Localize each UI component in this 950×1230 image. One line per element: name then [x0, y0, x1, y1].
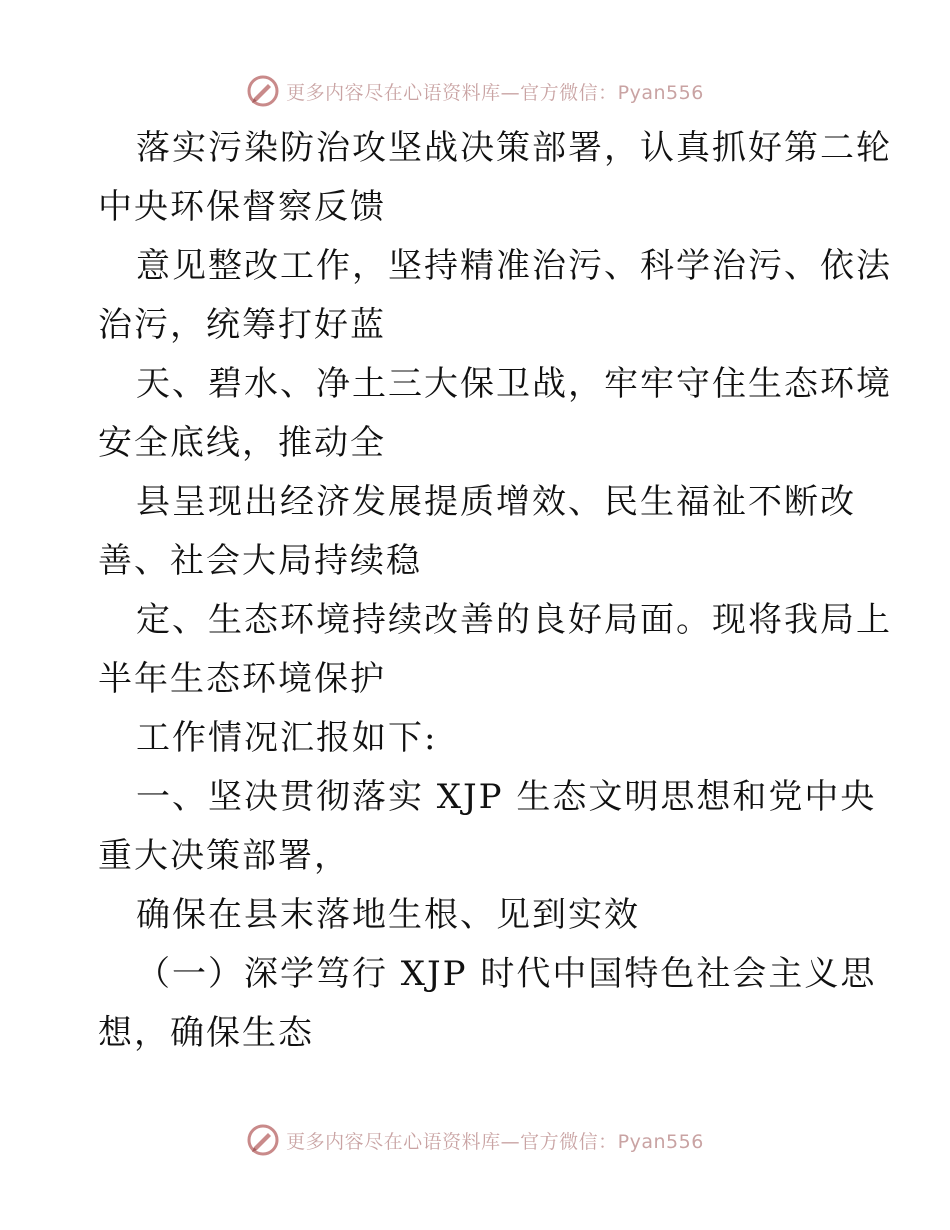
body-line: 半年生态环境保护	[98, 659, 386, 699]
pen-logo-icon	[246, 74, 280, 108]
footer-watermark	[0, 1120, 950, 1160]
body-line: 意见整改工作，坚持精准治污、科学治污、依法	[136, 246, 892, 286]
subsection-heading-line: （一）深学笃行 XJP 时代中国特色社会主义思	[136, 954, 877, 994]
header-watermark	[0, 71, 950, 111]
body-line: 治污，统筹打好蓝	[98, 305, 386, 345]
body-line: 确保在县末落地生根、见到实效	[136, 895, 640, 935]
body-line: 善、社会大局持续稳	[98, 541, 422, 581]
body-line: 县呈现出经济发展提质增效、民生福祉不断改	[136, 482, 856, 522]
watermark-text: 更多内容尽在心语资料库—官方微信：Pyan556	[286, 1130, 704, 1153]
pen-logo-icon	[246, 1123, 280, 1157]
body-line: 安全底线，推动全	[98, 423, 386, 463]
body-line: 中央环保督察反馈	[98, 187, 386, 227]
body-line: 落实污染防治攻坚战决策部署，认真抓好第二轮	[136, 128, 892, 168]
body-line: 天、碧水、净土三大保卫战，牢牢守住生态环境	[136, 364, 892, 404]
body-line: 工作情况汇报如下:	[136, 718, 438, 758]
body-line: 想，确保生态	[98, 1013, 314, 1053]
section-heading-line: 重大决策部署，	[98, 836, 350, 876]
document-body	[98, 119, 892, 1063]
watermark-text: 更多内容尽在心语资料库—官方微信：Pyan556	[286, 81, 704, 104]
body-line: 定、生态环境持续改善的良好局面。现将我局上	[136, 600, 892, 640]
section-heading-line: 一、坚决贯彻落实 XJP 生态文明思想和党中央	[136, 777, 877, 817]
